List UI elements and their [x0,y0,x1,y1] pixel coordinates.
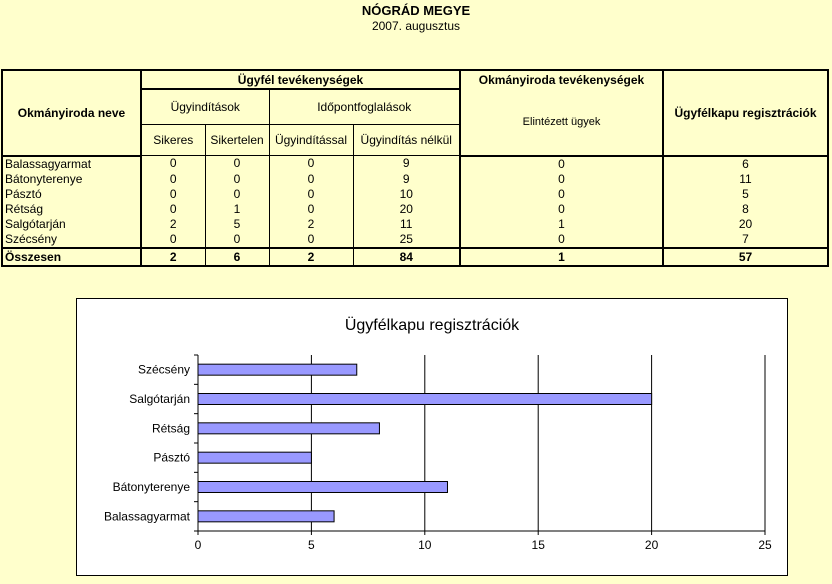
y-category-label: Bátonyterenye [112,480,190,494]
value-cell: 2 [141,248,205,266]
value-cell: 1 [460,217,663,232]
table-row [2,232,828,248]
value-cell: 0 [460,156,663,172]
y-category-label: Balassagyarmat [103,509,190,524]
header-completed-cases: Elintézett ügyek [460,89,663,156]
bar [198,364,357,375]
header-launches: Ügyindítások [141,89,269,125]
header-with-launch: Ügyindítással [269,125,353,156]
value-cell: 9 [353,156,460,172]
value-cell: 0 [269,172,353,187]
bar [198,394,652,405]
y-category-label: Salgótarján [129,392,190,406]
bar [198,511,334,522]
stats-table [1,69,829,267]
value-cell: 0 [269,187,353,202]
value-cell: 0 [141,202,205,217]
value-cell: 9 [353,172,460,187]
value-cell: 5 [205,217,269,232]
office-name-cell: Salgótarján [2,217,141,232]
office-name-cell: Bátonyterenye [2,172,141,187]
value-cell: 0 [141,187,205,202]
header-successful: Sikeres [141,125,205,156]
header-client-activities: Ügyfél tevékenységek [141,70,460,89]
chart-panel [76,298,788,576]
value-cell: 25 [353,232,460,248]
value-cell: 0 [205,172,269,187]
x-tick-label: 20 [644,538,659,552]
value-cell: 0 [141,156,205,172]
y-category-label: Szécsény [137,362,190,377]
y-category-label: Pásztó [153,450,190,465]
value-cell: 0 [460,232,663,248]
table-row [2,187,828,202]
page-subtitle: 2007. augusztus [371,19,461,33]
table-row [2,217,828,232]
total-row [2,248,828,266]
value-cell: 0 [269,232,353,248]
office-name-cell: Rétság [2,202,141,217]
value-cell: 0 [460,202,663,217]
x-tick-label: 5 [308,538,315,552]
value-cell: 7 [663,232,828,248]
value-cell: 2 [269,248,353,266]
header-office-name: Okmányiroda neve [2,70,141,156]
value-cell: 0 [269,202,353,217]
y-category-label: Rétság [151,421,190,436]
value-cell: 20 [353,202,460,217]
x-tick-label: 10 [418,538,432,552]
value-cell: 0 [141,232,205,248]
value-cell: 11 [353,217,460,232]
value-cell: 0 [141,172,205,187]
header-without-launch: Ügyindítás nélkül [353,125,460,156]
value-cell: 1 [205,202,269,217]
value-cell: 5 [663,187,828,202]
office-name-cell: Szécsény [2,232,141,248]
header-unsuccessful: Sikertelen [205,125,269,156]
x-tick-label: 0 [194,538,202,552]
value-cell: 0 [205,187,269,202]
bar [198,423,379,434]
value-cell: 11 [663,172,828,187]
value-cell: 57 [663,248,828,266]
page-title: NÓGRÁD MEGYE [361,3,471,18]
header-portal-registrations: Ügyfélkapu regisztrációk [663,70,828,156]
header-office-activities: Okmányiroda tevékenységek [460,70,663,89]
value-cell: 2 [269,217,353,232]
value-cell: 0 [269,156,353,172]
header-bookings: Időpontfoglalások [269,89,460,125]
office-name-cell: Pásztó [2,187,141,202]
value-cell: 8 [663,202,828,217]
value-cell: 2 [141,217,205,232]
office-name-cell: Balassagyarmat [2,156,141,172]
value-cell: 84 [353,248,460,266]
office-name-cell: Összesen [2,248,141,266]
value-cell: 10 [353,187,460,202]
chart-title: Ügyfélkapu regisztrációk [344,317,520,334]
table-row [2,202,828,217]
value-cell: 6 [205,248,269,266]
x-tick-label: 25 [758,538,772,552]
value-cell: 0 [205,156,269,172]
bar [198,452,311,463]
value-cell: 6 [663,156,828,172]
value-cell: 1 [460,248,663,266]
table-row [2,172,828,187]
bar [198,482,447,493]
value-cell: 0 [460,187,663,202]
value-cell: 20 [663,217,828,232]
value-cell: 0 [460,172,663,187]
bar-chart [77,299,787,575]
value-cell: 0 [205,232,269,248]
table-row [2,156,828,172]
x-tick-label: 15 [531,538,545,552]
